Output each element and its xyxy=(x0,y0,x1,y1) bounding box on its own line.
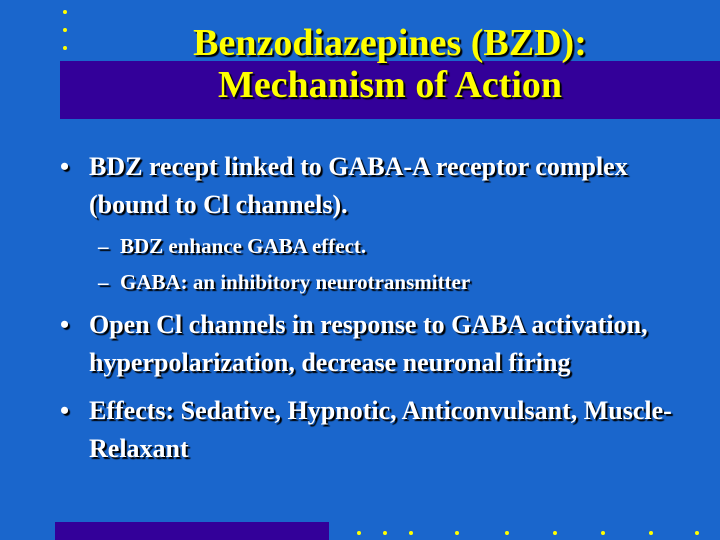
dash-marker: – xyxy=(98,234,109,258)
decor-dot xyxy=(409,531,413,535)
dash-marker: – xyxy=(98,270,109,294)
decor-dot xyxy=(63,46,67,50)
decor-dot xyxy=(505,531,509,535)
bullet-text: BDZ recept linked to GABA-A receptor complex (bound to Cl channels). xyxy=(89,152,628,219)
bullet-text: Effects: Sedative, Hypnotic, Anticonvulsant, Muscle-Relaxant xyxy=(89,396,672,463)
decor-dot xyxy=(63,10,67,14)
decor-dot xyxy=(649,531,653,535)
bullet-marker: • xyxy=(60,396,70,425)
decor-dot xyxy=(63,28,67,32)
sub-bullet-text: BDZ enhance GABA effect. xyxy=(120,234,367,258)
decor-dot xyxy=(357,531,361,535)
title-line-2: Mechanism of Action xyxy=(217,64,563,106)
slide-title xyxy=(60,22,720,106)
decor-dot xyxy=(695,531,699,535)
bullet-item xyxy=(60,306,700,382)
sub-bullet-item xyxy=(60,268,700,296)
decor-dot xyxy=(383,531,387,535)
bullet-item xyxy=(60,148,700,224)
title-line-1: Benzodiazepines (BZD): xyxy=(193,22,587,64)
bullet-item xyxy=(60,392,700,468)
sub-bullet-item xyxy=(60,232,700,260)
slide-body xyxy=(60,148,700,468)
decor-dot xyxy=(553,531,557,535)
bullet-marker: • xyxy=(60,152,70,181)
decor-dot xyxy=(601,531,605,535)
bottom-band xyxy=(55,522,329,540)
bullet-text: Open Cl channels in response to GABA activation, hyperpolarization, decrease neuronal firing xyxy=(89,310,648,377)
decor-dot xyxy=(455,531,459,535)
sub-bullet-text: GABA: an inhibitory neurotransmitter xyxy=(120,270,471,294)
bullet-marker: • xyxy=(60,310,70,339)
